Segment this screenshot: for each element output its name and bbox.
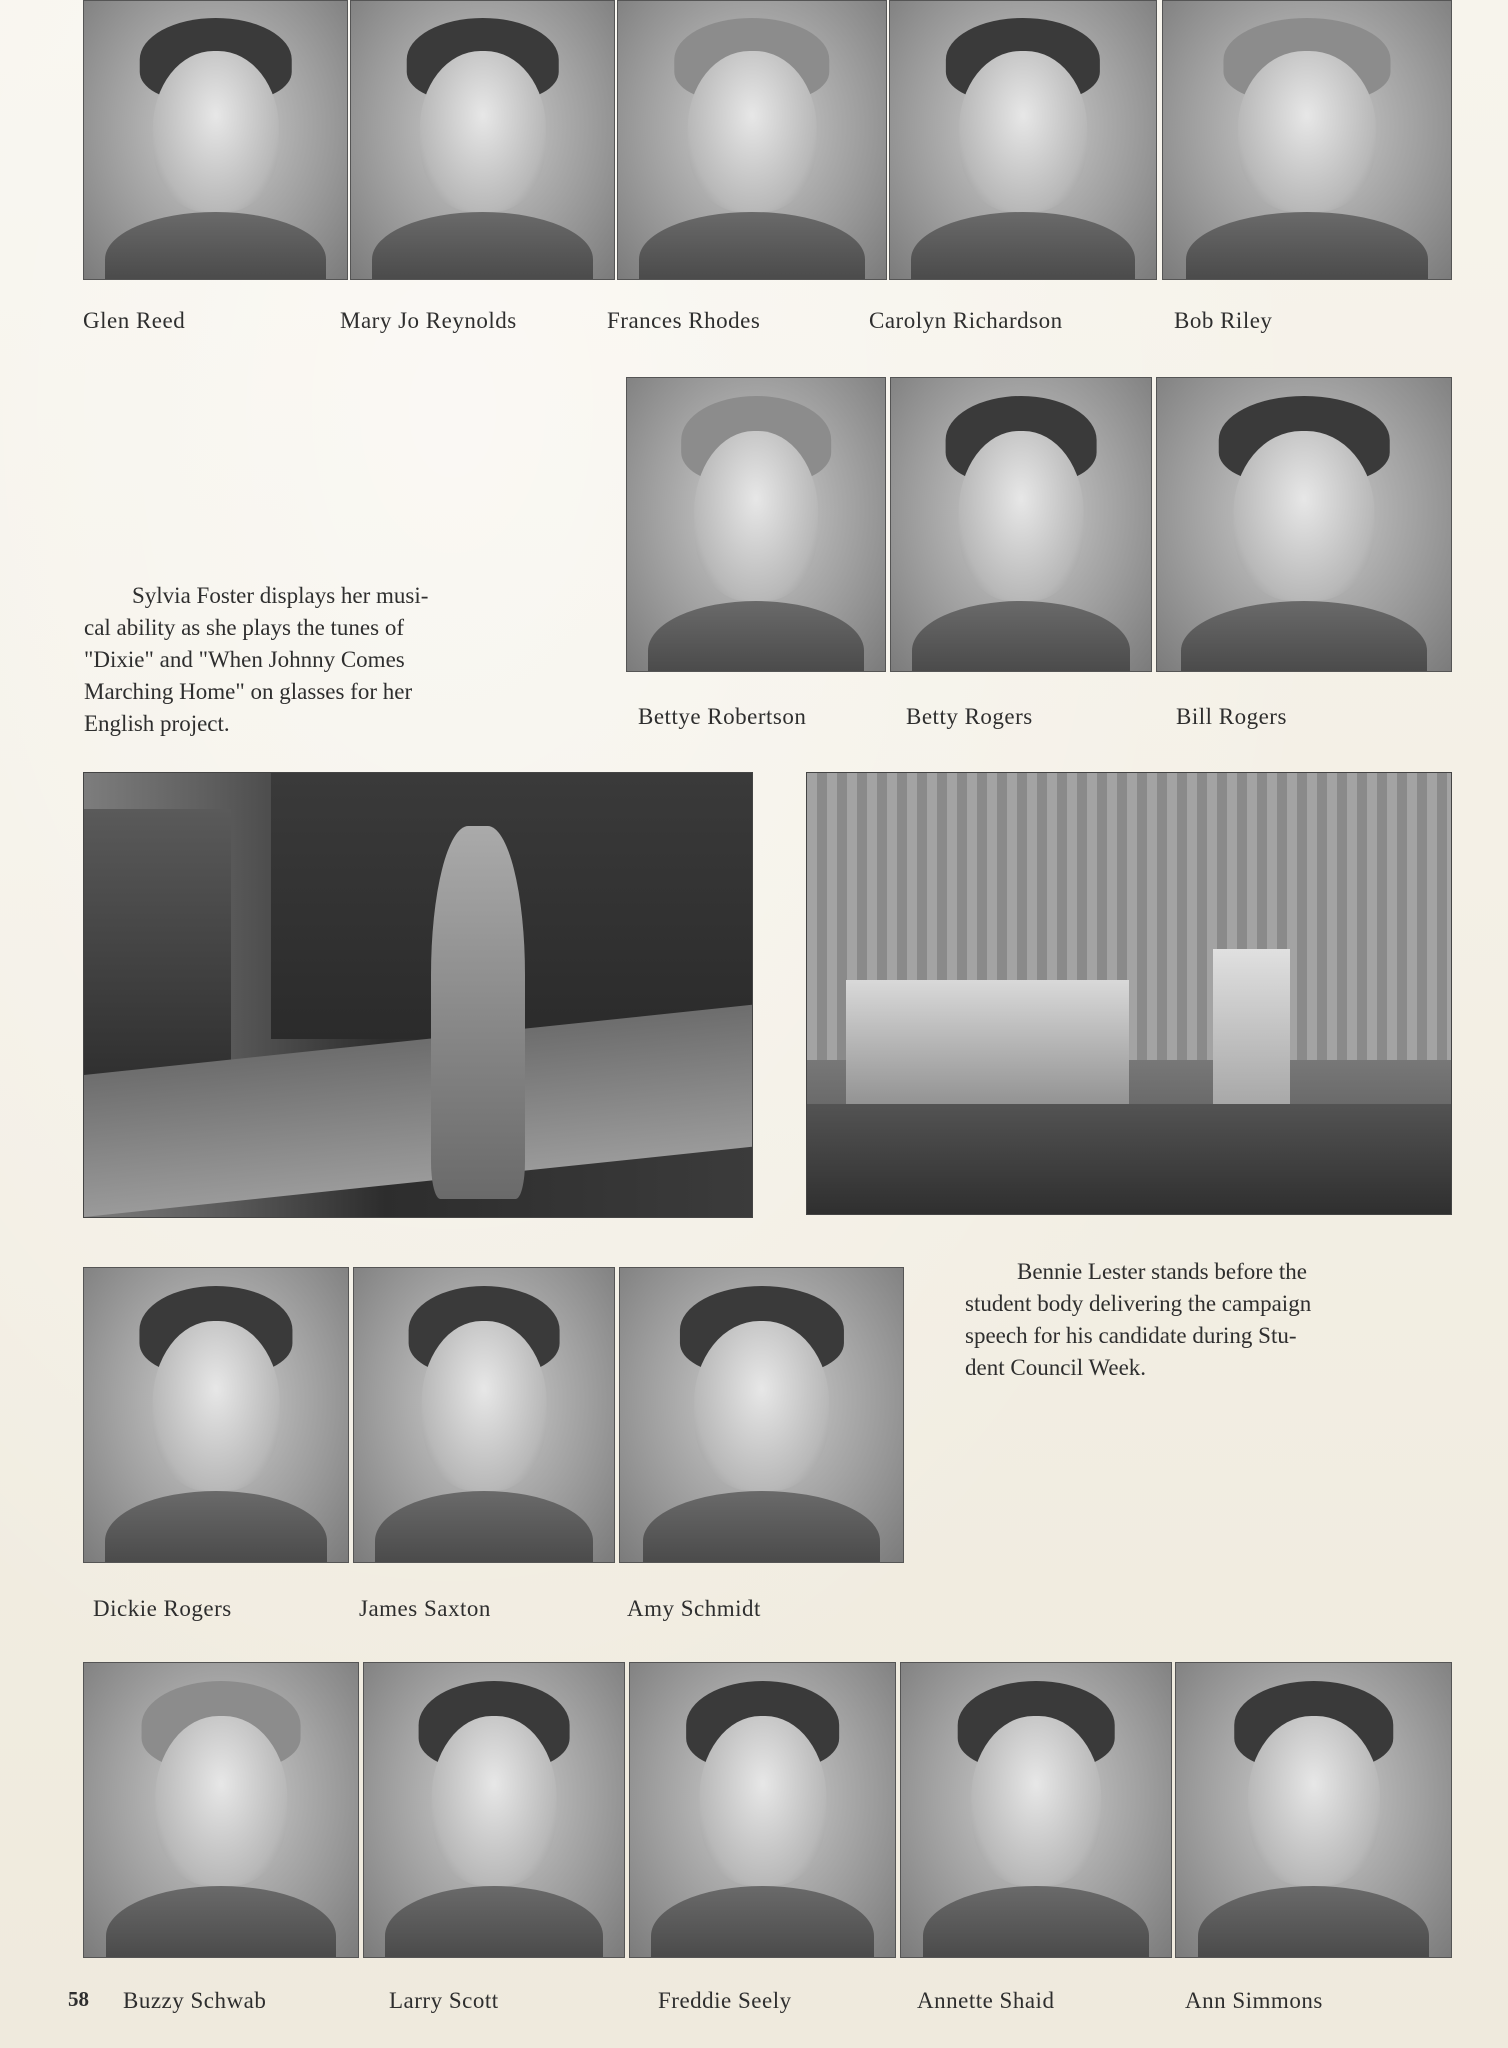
portrait-shoulders	[639, 212, 864, 280]
podium	[1213, 949, 1290, 1125]
photo-bennie-stage-scene	[806, 772, 1452, 1215]
portrait-shoulders	[643, 1491, 881, 1563]
name-annette-shaid: Annette Shaid	[917, 1988, 1055, 2013]
student-figure	[431, 826, 525, 1199]
portrait-face	[694, 431, 818, 601]
portrait-face	[432, 1716, 557, 1887]
portrait-shoulders	[1186, 212, 1428, 280]
caption-line: Bennie Lester stands before the	[1017, 1259, 1307, 1284]
name-freddie-seely: Freddie Seely	[658, 1988, 792, 2013]
portrait-shoulders	[105, 212, 326, 280]
portrait-frances-rhodes	[617, 0, 887, 280]
name-james-saxton: James Saxton	[359, 1596, 491, 1621]
portrait-face	[1248, 1716, 1380, 1887]
portrait-shoulders	[105, 1491, 327, 1563]
portrait-face	[422, 1321, 547, 1492]
portrait-bob-riley	[1162, 0, 1452, 280]
name-carolyn-richardson: Carolyn Richardson	[869, 308, 1063, 333]
portrait-face	[959, 51, 1087, 212]
portrait-face	[153, 1321, 280, 1492]
name-bill-rogers: Bill Rogers	[1176, 704, 1287, 729]
name-bob-riley: Bob Riley	[1174, 308, 1273, 333]
portrait-dickie-rogers	[83, 1267, 349, 1563]
portrait-face	[959, 431, 1084, 601]
name-amy-schmidt: Amy Schmidt	[627, 1596, 761, 1621]
portrait-face	[971, 1716, 1101, 1887]
name-ann-simmons: Ann Simmons	[1185, 1988, 1323, 2013]
portrait-annette-shaid	[900, 1662, 1172, 1958]
caption-line: Sylvia Foster displays her musi-	[132, 583, 429, 608]
portrait-face	[152, 51, 278, 212]
portrait-shoulders	[648, 601, 865, 672]
portrait-face	[688, 51, 817, 212]
name-larry-scott: Larry Scott	[389, 1988, 499, 2013]
caption-line: English project.	[84, 711, 230, 736]
photo-sylvia-glasses-scene	[83, 772, 753, 1218]
portrait-bill-rogers	[1156, 377, 1452, 672]
portrait-mary-jo-reynolds	[350, 0, 615, 280]
caption-line: speech for his candidate during Stu-	[965, 1323, 1297, 1348]
name-mary-jo-reynolds: Mary Jo Reynolds	[340, 308, 517, 333]
caption-line: dent Council Week.	[965, 1355, 1147, 1380]
portrait-freddie-seely	[629, 1662, 896, 1958]
portrait-face	[699, 1716, 826, 1887]
name-betty-rogers: Betty Rogers	[906, 704, 1033, 729]
portrait-shoulders	[1198, 1886, 1429, 1958]
press-desk	[846, 980, 1129, 1112]
caption-line: "Dixie" and "When Johnny Comes	[84, 647, 405, 672]
stage-floor	[807, 1104, 1451, 1214]
portrait-shoulders	[923, 1886, 1150, 1958]
portrait-face	[1238, 51, 1376, 212]
portrait-james-saxton	[353, 1267, 615, 1563]
bookshelf	[84, 809, 231, 1075]
page-number: 58	[68, 1987, 89, 2011]
portrait-glen-reed	[83, 0, 348, 280]
name-frances-rhodes: Frances Rhodes	[607, 308, 761, 333]
name-glen-reed: Glen Reed	[83, 308, 186, 333]
portrait-shoulders	[911, 212, 1134, 280]
portrait-shoulders	[651, 1886, 874, 1958]
portrait-shoulders	[912, 601, 1130, 672]
portrait-shoulders	[106, 1886, 336, 1958]
portrait-shoulders	[1181, 601, 1428, 672]
portrait-shoulders	[372, 212, 593, 280]
portrait-larry-scott	[363, 1662, 625, 1958]
caption-line: cal ability as she plays the tunes of	[84, 615, 405, 640]
portrait-face	[155, 1716, 287, 1887]
portrait-betty-rogers	[890, 377, 1152, 672]
portrait-shoulders	[385, 1886, 603, 1958]
name-bettye-robertson: Bettye Robertson	[638, 704, 807, 729]
caption-line: student body delivering the campaign	[965, 1291, 1312, 1316]
portrait-carolyn-richardson	[889, 0, 1157, 280]
name-dickie-rogers: Dickie Rogers	[93, 1596, 232, 1621]
caption-bennie-lester	[965, 1256, 1453, 1384]
portrait-bettye-robertson	[626, 377, 886, 672]
caption-sylvia-foster	[84, 580, 570, 740]
portrait-ann-simmons	[1175, 1662, 1452, 1958]
portrait-face	[694, 1321, 830, 1492]
portrait-amy-schmidt	[619, 1267, 904, 1563]
name-buzzy-schwab: Buzzy Schwab	[123, 1988, 267, 2013]
portrait-face	[1233, 431, 1374, 601]
portrait-buzzy-schwab	[83, 1662, 359, 1958]
portrait-shoulders	[375, 1491, 593, 1563]
portrait-face	[419, 51, 545, 212]
caption-line: Marching Home" on glasses for her	[84, 679, 413, 704]
